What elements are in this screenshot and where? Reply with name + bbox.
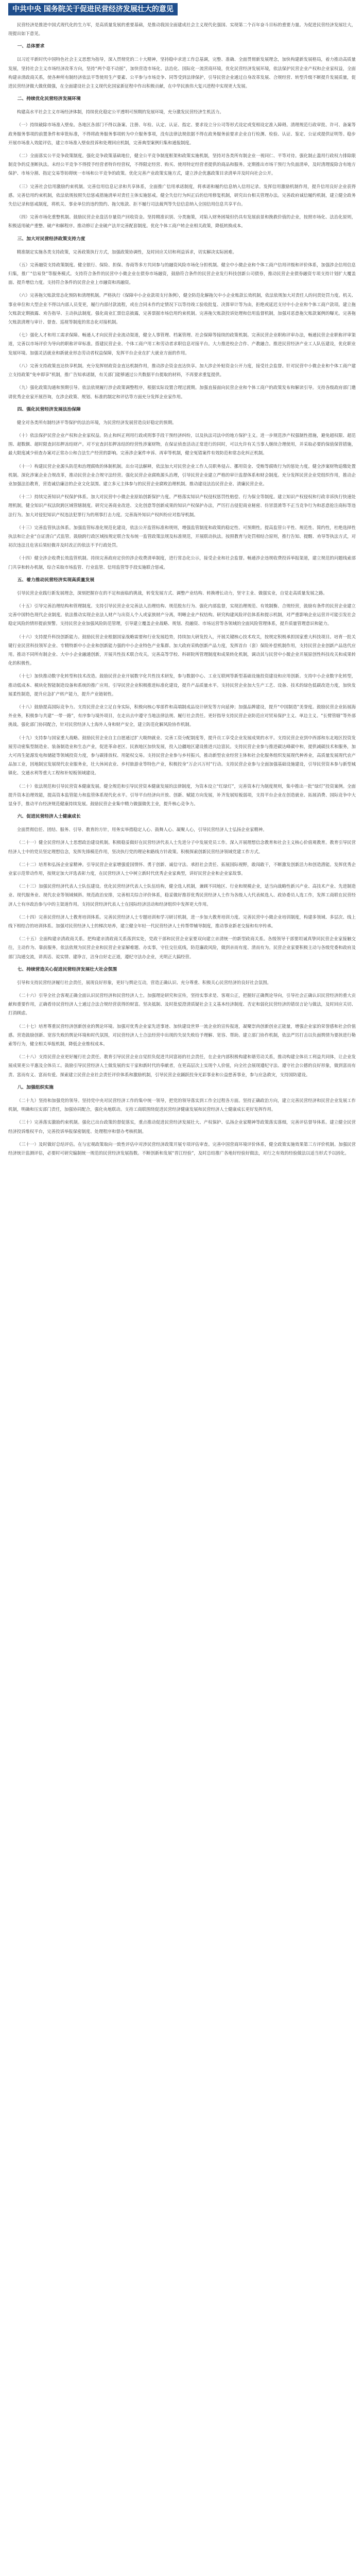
body-paragraph: （十四）健全涉企收费长效监管机制。持续完善政府定价的涉企收费清单制度，进行常态化公示，接受企业和社会监督。畅通涉企违规收费投诉举报渠道，建立规范的问题线索部门共享和转办机制，综合采取市场监管、行业监管、信用监管等手段实施联合惩戒。 [8, 555, 356, 570]
body-paragraph: （十六）支持提升科技创新能力。鼓励民营企业根据国家战略需要和行业发展趋势，持续加大研发投入，开展关键核心技术攻关，按规定积极承担国家重大科技项目。培育一批关键行业民营科技领军企业、专精特新中小企业和创新能力强的中小企业特色产业集群。加大政府采购创新产品力度，发挥首台（套）保险补偿机制作用，支持民营企业创新产品迭代应用。推动不同所有制企业、大中小企业融通创新，开展共性技术联合攻关。完善高等学校、科研院所管理制度和成果转化机制，调动其与民营中小微企业开展原创性科技攻关和成果转化的积极性。 [8, 634, 356, 666]
article-title: 中共中央 国务院关于促进民营经济发展壮大的意见 [8, 3, 178, 15]
body-paragraph: 全面贯彻信任、团结、服务、引导、教育的方针，用务实举措稳定人心、鼓舞人心、凝聚人心，引导民营经济人士弘扬企业家精神。 [16, 827, 267, 833]
body-paragraph: （七）强化人才和用工需求保障。畅通人才向民营企业流动渠道，健全人事管理、档案管理、社会保障等接续的政策机制。完善民营企业职称评审办法，畅通民营企业职称评审渠道，完善以市场评价为导向的职称评审标准。搭建民营企业、个体工商户用工和劳动者求职信息对接平台。大力推进校企合作、产教融合。推进民营经济产业工人队伍建设，优化职业发展环境。加强灵活就业和新就业形态劳动者权益保障，发挥平台企业在扩大就业方面的作用。 [8, 332, 356, 355]
body-paragraph: （三十）完善落实激励约束机制。强化已出台政策的督促落实，重点推动促进民营经济发展壮大、产权保护、弘扬企业家精神等政策落实落细，完善评估督导体系。建立健全民营经济投诉维权平台，完善投诉举报保密制度、处理程序和督办考核机制。 [8, 1120, 356, 1134]
body-paragraph: （六）完善拖欠账款常态化预防和清理机制。严格执行《保障中小企业款项支付条例》，健全防范化解拖欠中小企业账款长效机制，依法依规加大对责任人的问责处罚力度。机关、事业单位和大型企业不得以内部人员变更，履行内部付款流程，或在合同未作约定情况下以等待竣工验收批复、决算审计等为由，拒绝或延迟支付中小企业和个体工商户款项。建立拖欠账款定期披露、劝告指导、主动执法制度。强化商业汇票信息披露，完善票据市场信用约束机制。完善拖欠账款投诉处理和信用监督机制，加强对恶意拖欠账款案例的曝光。完善拖欠账款清理与审计、督查、巡视等制度的常态化对接机制。 [8, 293, 356, 325]
body-paragraph: （二十一）健全民营经济人士思想政治建设机制。积极稳妥做好在民营经济代表人士先进分子中发展党员工作。深入开展理想信念教育和社会主义核心价值观教育。教育引导民营经济人士中的党员坚定理想信念，发挥先锋模范作用，坚决执行党的理论和路线方针政策。积极探索创新民营经济领域党建工作方式。 [8, 840, 356, 854]
body-paragraph: 精准制定实施各类支持政策，完善政策执行方式，加强政策协调性，及时回应关切和利益诉求，切实解决实际困难。 [16, 249, 237, 255]
section-heading: 五、着力推动民营经济实现高质量发展 [17, 577, 95, 583]
body-paragraph: （十八）鼓励提高国际竞争力。支持民营企业立足自身实际，积极向核心零部件和高端制成品设计研发等方向延伸；加强品牌建设，提升“中国制造”美誉度。鼓励民营企业拓展海外业务，积极参与共建“一带一路”，有序参与境外项目，在走出去中遵守当地法律法规、履行社会责任。更好指导支持民营企业防范应对贸易保护主义、单边主义、“长臂管辖”等外部挑战。强化部门协同配合，针对民营经济人士海外人身和财产安全，建立防范化解风险协作机制。 [8, 704, 356, 727]
body-paragraph: （十）依法保护民营企业产权和企业家权益。防止和纠正利用行政或刑事手段干预经济纠纷，以及执法司法中的地方保护主义。进一步规范涉产权强制性措施，避免超权限、超范围、超数额、超时限查封扣押冻结财产。对不宜查封扣押冻结的经营性涉案财物，在保证侦查活动正常进行的同时，可以允许有关当事人继续合理使用，并采取必要的保值保管措施，最大限度减少侦查办案对正常办公和合法生产经营的影响。完善涉企案件申诉、再审等机制，健全冤错案件有效防范和常态化纠正机制。 [8, 432, 356, 456]
body-paragraph: （八）完善支持政策直达快享机制。充分发挥财政资金直达机制作用，推动涉企资金直达快享。加大涉企补贴资金公开力度，接受社会监督。针对民营中小微企业和个体工商户建立支持政策“免申即享”机制，推广告知承诺制，有关部门能够通过公共数据平台提取的材料，不再要求重复提供。 [8, 363, 356, 378]
section-heading: 四、强化民营经济发展法治保障 [17, 406, 81, 412]
body-paragraph: 以习近平新时代中国特色社会主义思想为指导，深入贯彻党的二十大精神，坚持稳中求进工作总基调，完整、准确、全面贯彻新发展理念，加快构建新发展格局，着力推动高质量发展，坚持社会主义市场经济改革方向，坚持“两个毫不动摇”，加快营造市场化、法治化、国际化一流营商环境，优化民营经济发展环境，依法保护民营企业产权和企业家权益，全面构建亲清政商关系，使各种所有制经济依法平等使用生产要素、公平参与市场竞争、同等受到法律保护，引导民营企业通过自身改革发展、合规经营、转型升级不断提升发展质量，促进民营经济做大做优做强，在全面建设社会主义现代化国家新征程中作出积极贡献，在中华民族伟大复兴进程中实现更大发展。 [8, 57, 356, 89]
section-heading: 三、加大对民营经济政策支持力度 [17, 236, 85, 242]
body-paragraph: （二十四）完善民营经济人士教育培训体系。完善民营经济人士专题培训和学习研讨机制，进一步加大教育培训力度。完善民营中小微企业培训制度，构建多领域、多层次、线上线下相结合的培训体系。加强对民营经济人士的梯次培养，建立健全年轻一代民营经济人士传帮带辅导制度，推动事业新老交接和有序传承。 [8, 914, 356, 929]
section-heading: 六、促进民营经济人士健康成长 [17, 814, 81, 820]
body-paragraph: （二十二）培育和弘扬企业家精神。引导民营企业家增强爱国情怀、勇于创新、诚信守法、承担社会责任、拓展国际视野，敢闯敢干，不断激发创新活力和创造潜能。发挥优秀企业家示范带动作用，按规定加大评选表彰力度，在民营经济人士中树立新时代优秀企业家典型，讲好民营企业和企业家故事。 [8, 861, 356, 876]
section-heading: 二、持续优化民营经济发展环境 [17, 96, 81, 102]
body-paragraph: （二十五）全面构建亲清政商关系。把构建亲清政商关系落到实处，党政干部和民营企业家要双向建立亲清统一的新型政商关系。各级领导干部要坦诚真挚同民营企业家接触交往，主动作为、靠前服务，依法依规为民营企业和民营企业家解难题、办实事，守住交往底线，防范廉政风险，做到亲而有度、清而有为。民营企业家要积极主动与各级党委和政府及部门沟通交流，讲真话、说实情、建诤言，洁身自好走正道，遵纪守法办企业，光明正大搞经营。 [8, 936, 356, 959]
body-paragraph: （三十一）及时做好总结评估。在与宏观政策取向一致性评估中对涉民营经济政策开展专项评估审查。完善中国营商环境评价体系，健全政策实施效果第三方评价机制。加强民营经济统计监测评估，必要时可研究编制统一规范的民营经济发展指数。不断创新和发展“晋江经验”，及时总结推广各地好经验好做法，对行之有效的经验做法以适当形式予以固化。 [8, 1141, 356, 1156]
article-body [8, 21, 356, 1158]
body-paragraph: 构建高水平社会主义市场经济体制，持续优化稳定公平透明可预期的发展环境，充分激发民营经济生机活力。 [16, 109, 224, 115]
body-paragraph: （二）全面落实公平竞争政策制度。强化竞争政策基础地位，健全公平竞争制度框架和政策实施机制，坚持对各类所有制企业一视同仁、平等对待。强化制止滥用行政权力排除限制竞争的反垄断执法。未经公平竞争不得授予经营者特许经营权，不得限定经营、购买、使用特定经营者提供的商品和服务。定期推出市场干预行为负面清单，及时清理废除含有地方保护、市场分割、指定交易等妨碍统一市场和公平竞争的政策。优化完善产业政策实施方式，建立涉企优惠政策目录清单并及时向社会公开。 [8, 153, 356, 176]
body-paragraph: （十二）持续完善知识产权保护体系。加大对民营中小微企业原始创新保护力度。严格落实知识产权侵权惩罚性赔偿、行为保全等制度。建立知识产权侵权和行政非诉执行快速处理机制，健全知识产权法院跨区域管辖制度。研究完善商业改进、文化创意等创新成果的知识产权保护办法，严厉打击侵犯商业秘密、仿冒混淆等不正当竞争行为和恶意抢注商标等违法行为。加大对侵犯知识产权违法犯罪行为的刑事打击力度。完善海外知识产权纠纷应对指导机制。 [8, 494, 356, 517]
body-paragraph: （二十七）培育尊重民营经济创新创业的舆论环境。加强对优秀企业家先进事迹、加快建设世界一流企业的宣传报道，凝聚崇尚创新创业正能量，增强企业家的荣誉感和社会价值感。营造鼓励创新、宽容失败的舆论环境和时代氛围，对民营经济人士合法经营中出现的失误失败给予理解、宽容、帮助。建立部门协作机制，依法严厉打击以负面舆情为要挟进行勒索等行为，健全相关举报机制，降低企业维权成本。 [8, 1023, 356, 1047]
body-paragraph: （二十三）加强民营经济代表人士队伍建设。优化民营经济代表人士队伍结构，健全选人机制，兼顾不同地区、行业和规模企业，适当向战略性新兴产业、高技术产业、先进制造业、现代服务业、现代农业等领域倾斜。规范政治安排，完善相关综合评价体系，稳妥做好推荐优秀民营经济人士作为各级人大代表候选人、政协委员人选工作，发挥工商联在民营经济人士有序政治参与中的主渠道作用。支持民营经济代表人士在国际经济活动和经济组织中发挥更大作用。 [8, 884, 356, 907]
section-heading: 七、持续营造关心促进民营经济发展壮大社会氛围 [17, 967, 117, 972]
section-heading: 一、总体要求 [17, 44, 45, 49]
section-heading: 八、加强组织实施 [17, 1084, 54, 1090]
body-paragraph: （一）持续破除市场准入壁垒。各地区各部门不得以备案、注册、年检、认定、认证、指定、要求设立分公司等形式设定或变相设定准入障碍。清理规范行政审批、许可、备案等政务服务事项的前置条件和审批标准，不得将政务服务事项转为中介服务事项，没有法律法规依据不得在政务服务前要求企业自行检测、检验、认证、鉴定、公证或提供证明等。稳步开展市场准入效能评估，建立市场准入壁垒投诉和处理回应机制，完善典型案例归集和通报制度。 [8, 122, 356, 145]
body-paragraph: 引导民营企业践行新发展理念，深刻把握存在的不足和面临的挑战，转变发展方式、调整产业结构、转换增长动力，坚守主业、做强实业，自觉走高质量发展之路。 [16, 590, 327, 596]
body-paragraph: （十五）引导完善治理结构和管理制度。支持引导民营企业完善法人治理结构、规范股东行为、强化内部监督，实现治理规范、有效制衡、合规经营，鼓励有条件的民营企业建立完善中国特色现代企业制度。依法推动实现企业法人财产与出资人个人或家族财产分离，明晰企业产权结构。研究构建风险评估体系和提示机制，对严重影响企业运营并可能引发社会稳定风险的情形提前预警。支持民营企业加强风险防范管理，引导建立覆盖企业战略、规划、投融资、市场运营等各领域的全面风险管理体系，提升质量管理意识和能力。 [8, 603, 356, 626]
body-paragraph: （十一）构建民营企业源头防范和治理腐败的体制机制。出台司法解释，依法加大对民营企业工作人员职务侵占、挪用资金、受贿等腐败行为的惩处力度。健全涉案财物追缴处置机制。深化涉案企业合规改革，推动民营企业合规守法经营。强化民营企业腐败源头治理，引导民营企业建立严格的审计监督体系和财会制度。充分发挥民营企业党组织作用，推动企业加强法治教育，营造诚信廉洁的企业文化氛围。建立多元主体参与的民营企业腐败治理机制。推动建设法治民营企业、清廉民营企业。 [8, 463, 356, 486]
body-paragraph: （十九）支持参与国家重大战略。鼓励民营企业自主自愿通过扩大吸纳就业、完善工资分配制度等，提升员工享受企业发展成果的水平。支持民营企业到中西部和东北地区投资发展劳动密集型制造业、装备制造业和生态产业，促进革命老区、民族地区加快发展，投入边疆地区建设推进兴边富民。支持民营企业参与推进碳达峰碳中和，提供减碳技术和服务，加大可再生能源发电和储能等领域投资力度，参与碳排放权、用能权交易。支持民营企业参与乡村振兴，推动新型农业经营主体和社会化服务组织发展现代种养业，高质量发展现代农产品加工业，因地制宜发展现代农业服务业，壮大休闲农业、乡村旅游业等特色产业，积极投身“万企兴万村”行动。支持民营企业参与全面加强基础设施建设，引导民营资本参与新型城镇化、交通水利等重大工程和补短板领域建设。 [8, 735, 356, 776]
body-paragraph: （二十六）引导全社会客观正确全面认识民营经济和民营经济人士。加强理论研究和宣传，坚持实事求是、客观公正，把握好正确舆论导向，引导社会正确认识民营经济的重大贡献和重要作用，正确看待民营经济人士通过合法合规经营获得的财富。坚决抵制、及时批驳澄清质疑社会主义基本经济制度、否定和弱化民营经济的错误言论与做法，及时回应关切、打消顾虑。 [8, 993, 356, 1016]
body-paragraph: （四）完善市场化重整机制。鼓励民营企业盘活存量资产回收资金。坚持精准识别、分类施策，对陷入财务困境但仍具有发展前景和挽救价值的企业，按照市场化、法治化原则，积极适用破产重整、破产和解程序。推动修订企业破产法并完善配套制度。优化个体工商户转企业相关政策，降低转换成本。 [8, 214, 356, 229]
body-paragraph: （十三）完善监管执法体系。加强监管标准化规范化建设，依法公开监管标准和规则，增强监管制度和政策的稳定性、可预期性。提高监管公平性、规范性、简约性，杜绝选择性执法和让企业“自证清白”式监管。鼓励跨行政区域按规定联合发布统一监管政策法规及标准规范，开展联动执法。按照教育与处罚相结合原则，推行告知、提醒、劝导等执法方式，对初次违法且危害后果轻微并及时改正的依法不予行政处罚。 [8, 524, 356, 548]
body-paragraph: （二十）依法规范和引导民营资本健康发展。健全规范和引导民营资本健康发展的法律制度，为资本设立“红绿灯”，完善资本行为制度规则，集中推出一批“绿灯”投资案例。全面提升资本治理效能，提高资本监管能力和监管体系现代化水平。引导平台经济向开放、创新、赋能方向发展，补齐发展短板弱项，支持平台企业在创造就业、拓展消费、国际竞争中大显身手，推动平台经济规范健康持续发展。鼓励民营企业集中精力做强做优主业，提升核心竞争力。 [8, 783, 356, 807]
body-paragraph: （二十八）支持民营企业更好履行社会责任。教育引导民营企业自觉担负促进共同富裕的社会责任，在企业内部积极构建和谐劳动关系，推动构建全体员工利益共同体，让企业发展成果更公平惠及全体员工。鼓励引导民营经济人士做发展的实干家和新时代的奉献者，在更高层次上实现个人价值，向全社会展现遵纪守法、遵守社会公德的良好形象，做到富而有责、富而有义、富而有爱。探索建立民营企业社会责任评价体系和激励机制，引导民营企业踊跃投身光彩事业和公益慈善事业，参与应急救灾，支持国防建设。 [8, 1054, 356, 1077]
body-paragraph: 引导和支持民营经济履行社会责任，展现良好形象，更好与舆论互动，营造正确认识、充分尊重、积极关心民营经济的良好社会氛围。 [16, 979, 271, 985]
body-paragraph: （三）完善社会信用激励约束机制。完善信用信息记录和共享体系，全面推广信用承诺制度，将承诺和履约信息纳入信用记录。发挥信用激励机制作用，提升信用良好企业获得感。完善信用约束机制，依法依规按照失信惩戒措施清单对责任主体实施惩戒。健全失信行为纠正后的信用修复机制，研究出台相关管理办法。完善政府诚信履约机制，建立健全政务失信记录和惩戒制度，将机关、事业单位的违约毁约、拖欠账款、拒不履行司法裁判等失信信息纳入全国信用信息共享平台。 [8, 183, 356, 207]
body-paragraph: 民营经济是推进中国式现代化的生力军，是高质量发展的重要基础，是推动我国全面建成社会主义现代化强国、实现第二个百年奋斗目标的重要力量。为促进民营经济发展壮大，现提出如下意见。 [8, 22, 356, 37]
body-paragraph: （二十九）坚持和加强党的领导。坚持党中央对民营经济工作的集中统一领导，把党的领导落实到工作全过程各方面。坚持正确政治方向，建立完善民营经济和民营企业发展工作机制，明确和压实部门责任，加强协同配合，强化央地联动。支持工商联围绕促进民营经济健康发展和民营经济人士健康成长更好发挥作用。 [8, 1097, 356, 1112]
body-paragraph: 健全对各类所有制经济平等保护的法治环境，为民营经济发展营造良好稳定的预期。 [16, 419, 177, 425]
body-paragraph: （九）强化政策沟通和预期引导。依法依规履行涉企政策调整程序，根据实际设置合理过渡期。加强直接面向民营企业和个体工商户的政策发布和解读引导。支持各级政府部门邀请优秀企业家开展咨询，在涉企政策、规划、标准的制定和评估等方面充分发挥企业家作用。 [8, 385, 356, 399]
body-paragraph: （十七）加快推动数字化转型和技术改造。鼓励民营企业开展数字化共性技术研发，参与数据中心、工业互联网等新型基础设施投资建设和应用创新。支持中小企业数字化转型，推动低成本、模块化智能制造设备和系统的推广应用。引导民营企业积极推进标准化建设，提升产品质量水平。支持民营企业加大生产工艺、设备、技术的绿色低碳改造力度，加快发展柔性制造，提升应急扩产转产能力，提升产业链韧性。 [8, 673, 356, 697]
body-paragraph: （五）完善融资支持政策制度。健全银行、保险、担保、券商等多方共同参与的融资风险市场化分担机制。健全中小微企业和个体工商户信用评级和评价体系，加强涉企信用信息归集，推广“信易贷”等服务模式。支持符合条件的民营中小微企业在债券市场融资，鼓励符合条件的民营企业发行科技创新公司债券，推动民营企业债券融资专项支持计划扩大覆盖面、提升增信力度。支持符合条件的民营企业上市融资和再融资。 [8, 262, 356, 285]
